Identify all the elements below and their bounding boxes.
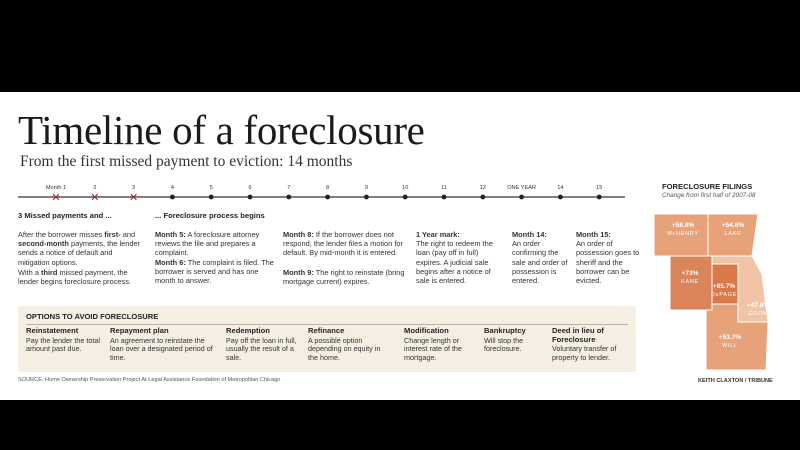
options-box: [18, 306, 636, 372]
map-label-will: +53.7% WILL: [718, 334, 742, 349]
step-month-8: Month 8: If the borrower does not respond, the lender files a motion for default. By mid-month it is entered.: [283, 230, 403, 258]
timeline-dot: [325, 195, 330, 200]
timeline-dot: [442, 195, 447, 200]
option-modification: Modification Change length or interest rate of the mortgage.: [404, 326, 462, 362]
source-note: SOURCE: Home Ownership Preservation Project At Legal Assistance Foundation of Metropolitan Chicago: [18, 377, 281, 383]
step-third-month: With a third missed payment, the lender begins foreclosure process.: [18, 268, 131, 287]
timeline-tick-label: 6: [248, 185, 252, 191]
option-reinstatement: Reinstatement Pay the lender the total amount past due.: [26, 326, 100, 354]
timeline-dot: [480, 195, 485, 200]
option-repayment-plan: Repayment plan An agreement to reinstate the loan over a designated period of time.: [110, 326, 213, 362]
timeline-tick-label: Month 1: [45, 185, 67, 191]
timeline-dot: [170, 195, 175, 200]
map-subtitle: Change from first half of 2007-08: [662, 192, 756, 199]
option-bankruptcy: Bankruptcy Will stop the foreclosure.: [484, 326, 526, 354]
option-deed-in-lieu: Deed in lieu of Foreclosure Voluntary transfer of property to lender.: [552, 326, 617, 362]
page-title: Timeline of a foreclosure: [18, 107, 425, 153]
timeline-dot: [597, 195, 602, 200]
missed-payments-heading: 3 Missed payments and ...: [18, 211, 112, 220]
map-label-kane: +73% KANE: [681, 270, 699, 285]
map-label-cook: +47.8% COOK: [746, 302, 770, 317]
map-label-lake: +54.6% LAKE: [721, 222, 745, 237]
timeline-tick-label: 14: [557, 185, 564, 191]
missed-payment-x-icon: ✕: [90, 191, 100, 204]
timeline-tick-label: 3: [132, 185, 136, 191]
timeline-tick-label: 12: [479, 185, 486, 191]
timeline-tick-label: 5: [209, 185, 213, 191]
timeline-tick-label: 4: [170, 185, 174, 191]
step-one-year: 1 Year mark: The right to redeem the loan (pay off in full) expires. A judicial sale begins after a notice of sale is entered.: [416, 230, 493, 286]
timeline-dot: [248, 195, 253, 200]
step-month-6: Month 6: The complaint is filed. The borrower is served and has one month to answer.: [155, 258, 274, 286]
step-month-14: Month 14: An order confirming the sale and order of possession is entered.: [512, 230, 568, 286]
missed-payment-x-icon: ✕: [128, 191, 139, 204]
step-month-5: Month 5: A foreclosure attorney reviews the file and prepares a complaint.: [155, 230, 260, 258]
timeline-tick-label: 11: [441, 185, 447, 191]
timeline-dot: [209, 195, 214, 200]
step-month-15: Month 15: An order of possession goes to sheriff and the borrower can be evicted.: [576, 230, 640, 286]
timeline-dot: [364, 195, 369, 200]
map-title: FORECLOSURE FILINGS: [662, 182, 753, 191]
step-first-second-month: After the borrower misses first- and second-month payments, the lender sends a notice of default and mitigation options.: [18, 230, 140, 267]
timeline-dot: [558, 195, 563, 200]
credit-line: KEITH CLAXTON / TRIBUNE: [698, 378, 773, 384]
missed-payment-x-icon: ✕: [51, 191, 61, 204]
timeline-tick-label: 7: [287, 185, 291, 191]
timeline-tick-label: 9: [364, 185, 368, 191]
timeline-dot: [286, 195, 291, 200]
options-title: OPTIONS TO AVOID FORECLOSURE: [26, 312, 159, 321]
option-redemption: Redemption Pay off the loan in full, usually the result of a sale.: [226, 326, 297, 362]
option-refinance: Refinance A possible option depending on equity in the home.: [308, 326, 381, 362]
timeline-axis: [0, 178, 640, 208]
map-label-dupage: +85.7% DuPAGE: [710, 283, 738, 298]
timeline-tick-label: 10: [402, 185, 409, 191]
timeline-tick-label: 8: [326, 185, 330, 191]
step-month-9: Month 9: The right to reinstate (bring mortgage current) expires.: [283, 268, 405, 287]
map-label-mchenry: +58.8% McHENRY: [667, 222, 699, 237]
page-subtitle: From the first missed payment to eviction: 14 months: [20, 153, 353, 170]
timeline-dot: [519, 195, 524, 200]
timeline-tick-label: 2: [93, 185, 97, 191]
timeline-dot: [403, 195, 408, 200]
timeline-tick-label: ONE YEAR: [507, 185, 537, 191]
options-divider: [26, 324, 628, 325]
timeline-tick-label: 15: [596, 185, 603, 191]
process-begins-heading: ... Foreclosure process begins: [155, 211, 265, 220]
